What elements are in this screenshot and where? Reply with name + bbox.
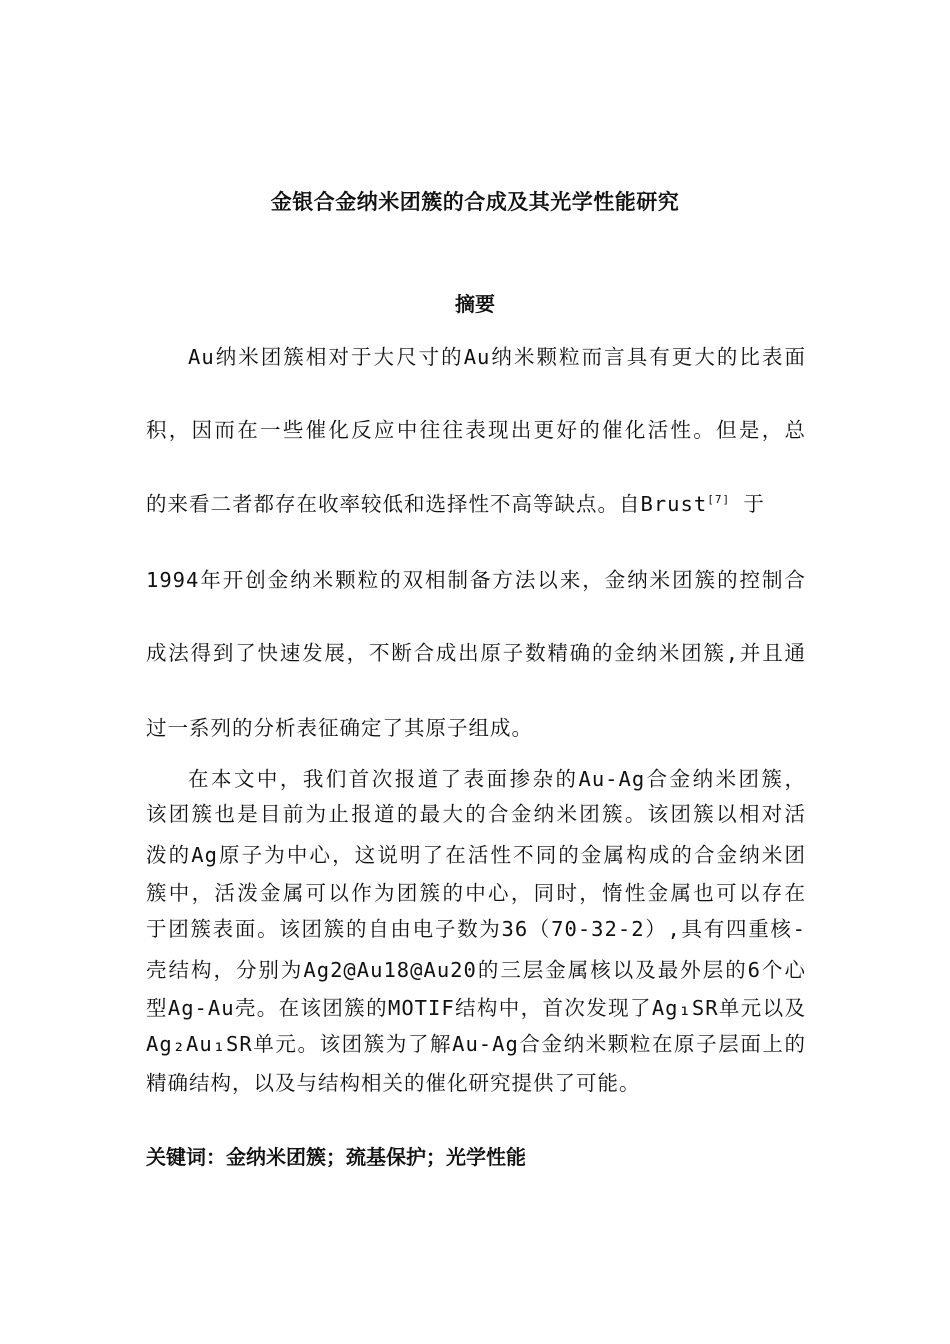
para2-line9: 精确结构，以及与结构相关的催化研究提供了可能。 xyxy=(146,1071,641,1095)
para2-line5: 于团簇表面。该团簇的自由电子数为36（70-32-2）,具有四重核- xyxy=(146,917,806,941)
para2-line3: 泼的Ag原子为中心，这说明了在活性不同的金属构成的合金纳米团 xyxy=(146,843,806,867)
keywords-line: 关键词：金纳米团簇；巯基保护；光学性能 xyxy=(146,1145,526,1169)
para2-line2: 该团簇也是目前为止报道的最大的合金纳米团簇。该团簇以相对活 xyxy=(146,802,806,826)
para1-line2: 积，因而在一些催化反应中往往表现出更好的催化活性。但是，总 xyxy=(146,418,806,442)
para1-line5: 成法得到了快速发展，不断合成出原子数精确的金纳米团簇,并且通 xyxy=(146,641,806,665)
citation-ref: [7] xyxy=(707,493,731,507)
para2-line4: 簇中，活泼金属可以作为团簇的中心，同时，惰性金属也可以存在 xyxy=(146,881,806,905)
para2-line1: 在本文中，我们首次报道了表面掺杂的Au-Ag合金纳米团簇， xyxy=(188,767,806,791)
para1-line3-text: 的来看二者都存在收率较低和选择性不高等缺点。自Brust xyxy=(146,492,708,516)
para2-line6: 壳结构，分别为Ag2@Au18@Au20的三层金属核以及最外层的6个心 xyxy=(146,958,806,982)
para1-line6: 过一系列的分析表征确定了其原子组成。 xyxy=(146,716,533,740)
para2-line7: 型Ag-Au壳。在该团簇的MOTIF结构中，首次发现了Ag₁SR单元以及 xyxy=(146,996,806,1020)
para1-line4: 1994年开创金纳米颗粒的双相制备方法以来，金纳米团簇的控制合 xyxy=(146,568,806,592)
para1-line3 xyxy=(146,487,806,517)
para1-line1: Au纳米团簇相对于大尺寸的Au纳米颗粒而言具有更大的比表面 xyxy=(188,345,806,369)
para1-line3-tail: 于 xyxy=(730,492,765,516)
para2-line8: Ag₂Au₁SR单元。该团簇为了解Au-Ag合金纳米颗粒在原子层面上的 xyxy=(146,1032,806,1056)
document-title: 金银合金纳米团簇的合成及其光学性能研究 xyxy=(270,190,680,214)
abstract-heading: 摘要 xyxy=(455,292,495,316)
